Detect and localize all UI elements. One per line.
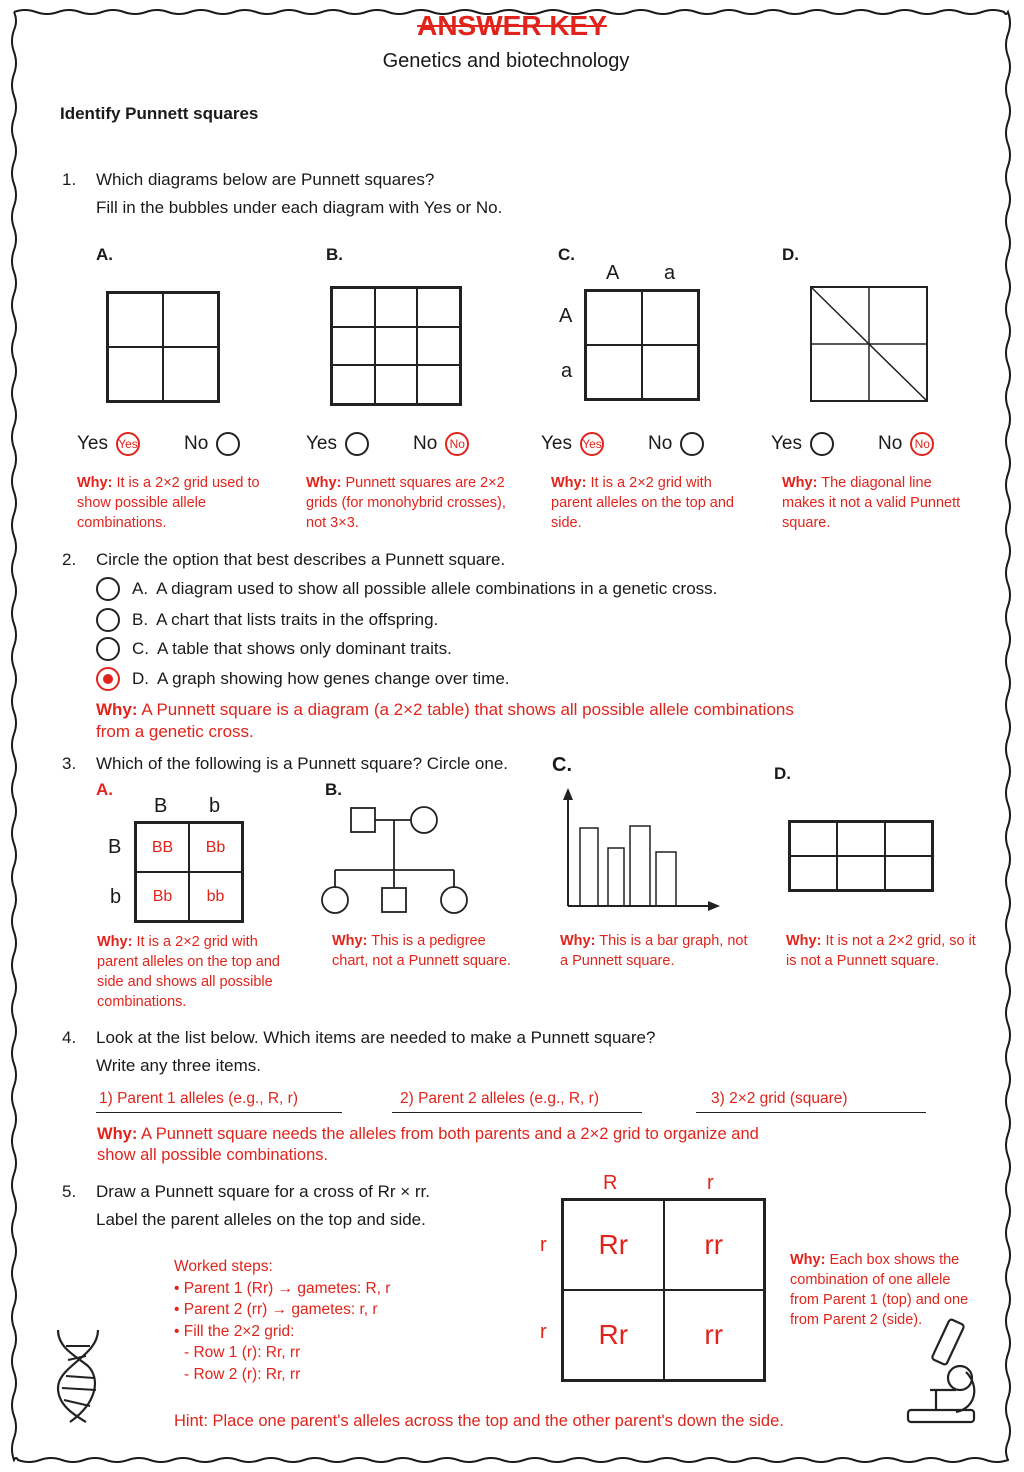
- q1-label-b: B.: [326, 245, 343, 264]
- q2-text: Circle the option that best describes a Punnett square.: [96, 550, 506, 569]
- no-bubble-filled[interactable]: No: [910, 432, 934, 456]
- q2-option-c[interactable]: C. A table that shows only dominant traits.: [96, 637, 452, 661]
- no-bubble-filled[interactable]: No: [445, 432, 469, 456]
- diagram-c-grid: [584, 289, 700, 401]
- dna-icon: [46, 1326, 110, 1426]
- answer-line: [392, 1112, 642, 1113]
- yes-bubble[interactable]: [345, 432, 369, 456]
- header-subtitle: Genetics and biotechnology: [382, 50, 630, 72]
- q5-hint: Hint: Place one parent's alleles across the top and the other parent's down the side.: [174, 1412, 784, 1430]
- q5-line1: Draw a Punnett square for a cross of Rr × rr.: [96, 1182, 430, 1201]
- q3-d-why: Why: It is not a 2×2 grid, so it is not a Punnett square.: [786, 933, 976, 969]
- q1-c-answer: [541, 432, 704, 456]
- radio-button-selected[interactable]: [96, 667, 120, 691]
- q3-number: 3.: [62, 754, 77, 773]
- q1-d-why: Why: The diagonal line makes it not a valid Punnett square.: [782, 475, 961, 531]
- grid-cell: BB: [136, 823, 189, 872]
- q3-c-bar-graph: [558, 786, 724, 916]
- q5-side-allele-1: r: [540, 1234, 547, 1256]
- q3-a-top-allele-2: b: [209, 795, 221, 817]
- grid-cell: rr: [664, 1290, 765, 1380]
- q3-b-why: Why: This is a pedigree chart, not a Punnett square.: [332, 933, 511, 969]
- q2-why: Why: A Punnett square is a diagram (a 2×2 table) that shows all possible allele combinations from a genetic cross.: [96, 700, 794, 741]
- q5-top-allele-2: r: [707, 1172, 714, 1194]
- q5-steps: Worked steps: • Parent 1 (Rr) → gametes: R, r • Parent 2 (rr) → gametes: r, r • Fill the 2×2 grid: - Row 1 (r): Rr, rr - Row 2 (r): Rr, rr: [174, 1258, 391, 1383]
- q1-a-why: Why: It is a 2×2 grid used to show possible allele combinations.: [77, 475, 260, 531]
- q1-number: 1.: [62, 170, 77, 189]
- q4-answer-2[interactable]: 2) Parent 2 alleles (e.g., R, r): [400, 1090, 599, 1107]
- q3-label-a: A.: [96, 780, 113, 799]
- no-label: No: [878, 433, 903, 454]
- microscope-icon: [900, 1316, 980, 1426]
- q1-b-why: Why: Punnett squares are 2×2 grids (for monohybrid crosses), not 3×3.: [306, 475, 506, 531]
- q3-text: Which of the following is a Punnett square? Circle one.: [96, 754, 509, 773]
- grid-cell: bb: [189, 872, 242, 921]
- diagram-d-grid: [810, 286, 928, 402]
- q5-number: 5.: [62, 1182, 77, 1201]
- yes-label: Yes: [77, 433, 108, 454]
- no-label: No: [648, 433, 673, 454]
- radio-button[interactable]: [96, 637, 120, 661]
- grid-cell: rr: [664, 1200, 765, 1290]
- no-label: No: [413, 433, 438, 454]
- grid-cell: Rr: [563, 1290, 664, 1380]
- diagram-a-grid: [106, 291, 220, 403]
- q3-c-why: Why: This is a bar graph, not a Punnett square.: [560, 933, 748, 969]
- q3-a-why: Why: It is a 2×2 grid with parent alleles on the top and side and shows all possible combinations.: [97, 934, 280, 1010]
- q3-b-pedigree: [318, 804, 472, 918]
- q5-top-allele-1: R: [603, 1172, 618, 1194]
- q4-answer-3[interactable]: 3) 2×2 grid (square): [711, 1090, 848, 1107]
- q3-label-c: C.: [552, 754, 572, 776]
- q1-d-answer: [771, 432, 934, 456]
- radio-button[interactable]: [96, 577, 120, 601]
- header-title: ANSWER KEY: [417, 10, 607, 41]
- grid-cell: Rr: [563, 1200, 664, 1290]
- yes-bubble-filled[interactable]: Yes: [116, 432, 140, 456]
- q5-line2: Label the parent alleles on the top and side.: [96, 1210, 426, 1229]
- q1-c-why: Why: It is a 2×2 grid with parent alleles on the top and side.: [551, 475, 734, 531]
- q4-line1: Look at the list below. Which items are needed to make a Punnett square?: [96, 1028, 656, 1047]
- section-title: Identify Punnett squares: [60, 104, 259, 123]
- yes-label: Yes: [306, 433, 337, 454]
- q1-a-answer: [77, 432, 240, 456]
- q5-side-allele-2: r: [540, 1321, 547, 1343]
- diagram-c-top-allele-2: a: [664, 262, 676, 284]
- grid-cell: Bb: [189, 823, 242, 872]
- q3-label-d: D.: [774, 764, 791, 783]
- q3-a-side-allele-1: B: [108, 836, 122, 858]
- q5-why: Why: Each box shows the combination of one allele from Parent 1 (top) and one from Parent 2 (side).: [790, 1252, 969, 1328]
- answer-line: [696, 1112, 926, 1113]
- grid-cell: Bb: [136, 872, 189, 921]
- yes-bubble-filled[interactable]: Yes: [580, 432, 604, 456]
- q3-label-b: B.: [325, 780, 342, 799]
- no-label: No: [184, 433, 209, 454]
- no-bubble[interactable]: [680, 432, 704, 456]
- q2-option-d[interactable]: D. A graph showing how genes change over time.: [96, 667, 510, 691]
- q5-punnett-grid: [561, 1198, 766, 1382]
- q4-why: Why: A Punnett square needs the alleles from both parents and a 2×2 grid to organize and show all possible combinations.: [97, 1125, 759, 1164]
- q1-label-c: C.: [558, 245, 575, 264]
- yes-bubble[interactable]: [810, 432, 834, 456]
- yes-label: Yes: [771, 433, 802, 454]
- q2-option-b[interactable]: B. A chart that lists traits in the offspring.: [96, 608, 438, 632]
- diagram-c-side-allele-1: A: [559, 305, 573, 327]
- q1-line1: Which diagrams below are Punnett squares?: [96, 170, 435, 189]
- diagram-c-top-allele-1: A: [606, 262, 620, 284]
- q3-a-grid: [134, 821, 244, 923]
- q4-answer-1[interactable]: 1) Parent 1 alleles (e.g., R, r): [99, 1090, 298, 1107]
- q1-b-answer: [306, 432, 469, 456]
- q3-a-side-allele-2: b: [110, 886, 122, 908]
- q3-a-top-allele-1: B: [154, 795, 168, 817]
- radio-button[interactable]: [96, 608, 120, 632]
- q4-number: 4.: [62, 1028, 77, 1047]
- q2-number: 2.: [62, 550, 77, 569]
- diagram-c-side-allele-2: a: [561, 360, 573, 382]
- q4-line2: Write any three items.: [96, 1056, 262, 1075]
- q1-label-a: A.: [96, 245, 113, 264]
- q3-d-grid: [788, 820, 934, 892]
- q2-option-a[interactable]: A. A diagram used to show all possible allele combinations in a genetic cross.: [96, 577, 717, 601]
- no-bubble[interactable]: [216, 432, 240, 456]
- q1-line2: Fill in the bubbles under each diagram with Yes or No.: [96, 198, 503, 217]
- q1-label-d: D.: [782, 245, 799, 264]
- diagram-b-grid: [330, 286, 462, 406]
- yes-label: Yes: [541, 433, 572, 454]
- answer-line: [96, 1112, 342, 1113]
